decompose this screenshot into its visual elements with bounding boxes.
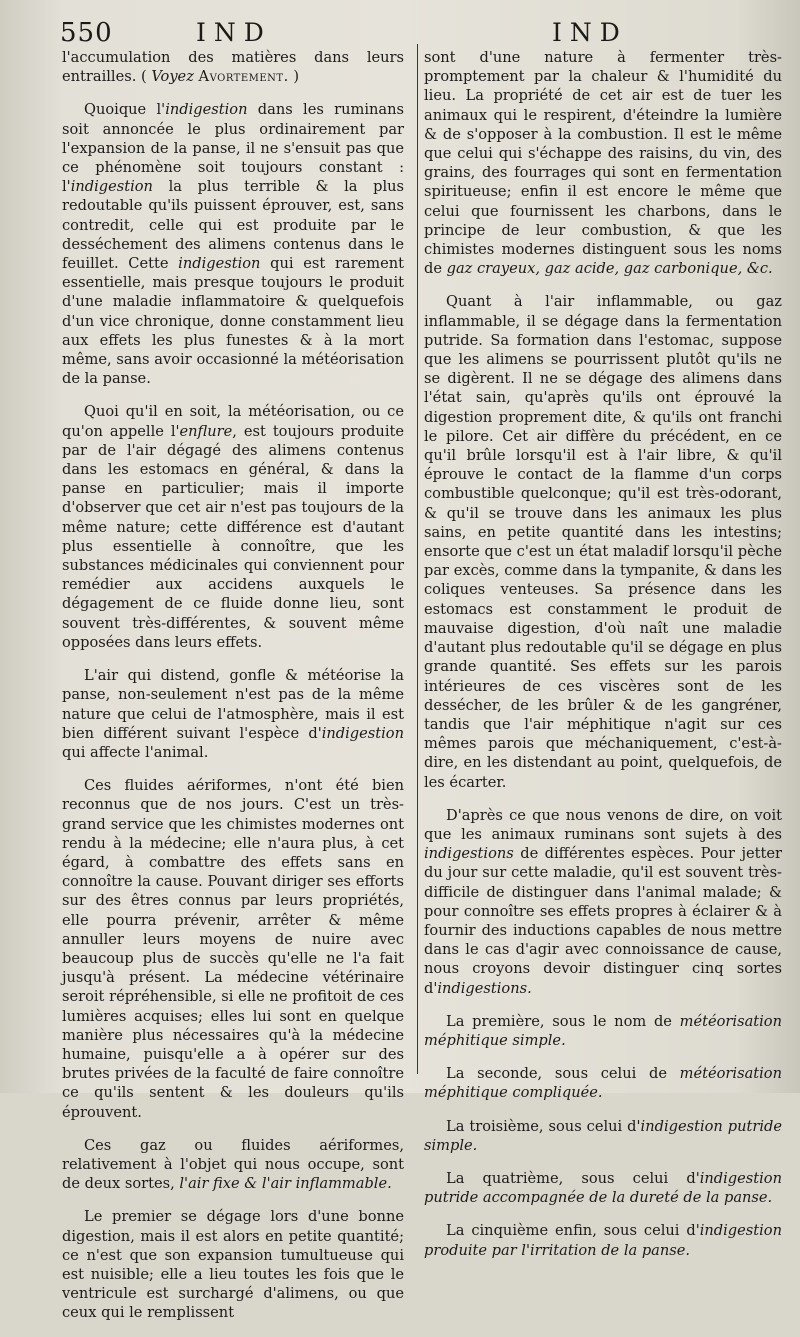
running-title-left: IND <box>196 18 272 47</box>
italic-text: l'air fixe & l'air inflammable. <box>179 1175 392 1193</box>
italic-text: indigestions. <box>437 979 532 997</box>
italic-text: indigestion <box>321 724 404 742</box>
text-run: l'accumulation des matières dans leurs entrailles. ( <box>62 49 404 86</box>
paragraph <box>62 1207 404 1322</box>
italic-text: gaz crayeux, gaz acide, gaz carbonique, &c. <box>446 260 773 278</box>
paragraph <box>424 1064 782 1102</box>
paragraph <box>62 666 404 762</box>
text-run: Quoi qu'il en soit, la météorisation, ou ce qu'on appelle l' <box>62 403 404 440</box>
text-run: Quant à l'air inflammable, ou gaz inflammable, il se dégage dans la fermentation putride. Sa formation dans l'estomac, suppose que les alimens se pourrissent plutôt qu'ils ne se digèrent. Il ne se dégage des alimens dans l'état sain, qu'après qu'ils ont éprouvé la digestion proprement dite, & qu'ils ont franchi le pilore. Cet air diffère du précédent, en ce qu'il brûle lorsqu'il est à l'air libre, & qu'il éprouve le contact de la flamme d'un corps combustible quelconque; qu'il est très-odorant, & qu'il se trouve dans les animaux les plus sains, en petite quantité dans les intestins; ensorte que c'est un état maladif lorsqu'il pèche par excès, comme dans la tympanite, & dans les coliques venteuses. Sa présence dans les estomacs est constamment le produit de mauvaise digestion, d'où naît une maladie d'autant plus redoutable qu'il se dégage en plus grande quantité. Ses effets sur les parois intérieures de ces viscères sont de les dessécher, de les brûler & de les gangréner, tandis que l'air méphitique n'agit sur ces mêmes parois que méchaniquement, c'est-à-dire, en les distendant au point, quelquefois, de les écarter. <box>424 293 782 791</box>
text-run: D'après ce que nous venons de dire, on voit que les animaux ruminans sont sujets à des <box>424 806 782 843</box>
paragraph <box>62 1136 404 1194</box>
text-run: La troisième, sous celui d' <box>446 1117 641 1135</box>
text-run: Quoique l' <box>84 101 166 119</box>
italic-text: Voyez <box>151 68 194 86</box>
text-run: La cinquième enfin, sous celui d' <box>446 1222 700 1240</box>
text-run: L'air qui distend, gonfle & météorise la panse, non-seulement n'est pas de la même nature que celui de l'atmosphère, mais il est bien différent suivant l'espèce d' <box>62 667 404 742</box>
italic-text: indigestion produite par l'irritation de la panse. <box>424 1222 782 1259</box>
italic-text: météorisation méphitique compliquée. <box>424 1065 782 1102</box>
text-run: Avortement. <box>198 68 289 86</box>
paragraph <box>424 806 782 998</box>
italic-text: indigestion <box>70 178 153 196</box>
italic-text: indigestion putride simple. <box>424 1117 782 1154</box>
italic-text: indigestions <box>424 845 514 863</box>
text-run: qui est rarement essentielle, mais presque toujours le produit d'une maladie inflammatoire & quelquefois d'un vice chronique, donne constamment lieu aux effets les plus funestes & à la mort même, sans avoir occasionné la météorisation de la panse. <box>62 255 404 388</box>
paragraph <box>424 1012 782 1050</box>
paragraph <box>62 100 404 388</box>
text-run: Ces gaz ou fluides aériformes, relativement à l'objet qui nous occupe, sont de deux sortes, <box>62 1136 404 1193</box>
text-run: La seconde, sous celui de <box>446 1065 680 1083</box>
paragraph <box>62 48 404 86</box>
paragraph <box>424 48 782 278</box>
left-column <box>62 48 404 1337</box>
paragraph <box>424 1117 782 1155</box>
text-run: sont d'une nature à fermenter très-promptement par la chaleur & l'humidité du lieu. La propriété de cet air est de tuer les animaux qui le respirent, d'éteindre la lumière & de s'opposer à la combustion. Il est le même que celui qui s'échappe des raisins, du vin, des grains, des fourrages qui sont en fermentation spiritueuse; enfin il est encore le même que celui que fournissent les charbons, dans le principe de leur combustion, & que les chimistes modernes distinguent sous les noms de <box>424 49 782 278</box>
page-number: 550 <box>60 18 113 48</box>
paragraph <box>62 776 404 1122</box>
paragraph <box>424 1169 782 1207</box>
running-title-right: IND <box>552 18 628 47</box>
text-run: la plus terrible & la plus redoutable qu'ils puissent éprouver, est, sans contredit, celle qui est produite par le desséchement des alimens contenus dans le feuillet. Cette <box>62 178 404 273</box>
text-run: de différentes espèces. Pour jetter du jour sur cette maladie, qu'il est souvent très-difficile de distinguer dans l'animal malade; & pour connoître ses effets propres à éclairer & à fournir des inductions capables de nous mettre dans le cas d'agir avec connoissance de cause, nous croyons devoir distinguer cinq sortes d' <box>424 845 782 997</box>
italic-text: indigestion putride accompagnée de la dureté de la panse. <box>424 1169 782 1207</box>
italic-text: indigestion <box>165 101 248 119</box>
text-run: Ces fluides aériformes, n'ont été bien reconnus que de nos jours. C'est un très-grand service que les chimistes modernes ont rendu à la médecine; elle n'aura plus, à cet égard, à combattre des effets sans en connoître la cause. Pouvant diriger ses efforts sur des êtres connus par leurs propriétés, elle pourra prévenir, arrêter & même annuller leurs moyens de nuire avec beaucoup plus de succès qu'elle ne l'a fait jusqu'à présent. La médecine vétérinaire seroit répréhensible, si elle ne profitoit de ces lumières acquises; elles lui sont en quelque manière plus nécessaires qu'à la médecine humaine, puisqu'elle a à opérer sur des brutes privées de la faculté de faire connoître ce qu'ils sentent & les douleurs qu'ils éprouvent. <box>62 777 404 1121</box>
paragraph <box>424 1221 782 1259</box>
italic-text: enflure <box>179 422 233 440</box>
right-column <box>424 48 782 1274</box>
text-run: dans les ruminans soit annoncée le plus ordinairement par l'expansion de la panse, il ne s'ensuit pas que ce phénomène soit toujours constant : l' <box>62 101 405 196</box>
italic-text: météorisation méphitique simple. <box>424 1012 782 1049</box>
text-run: La quatrième, sous celui d' <box>446 1169 700 1187</box>
column-divider <box>417 44 418 1074</box>
paragraph <box>62 402 404 652</box>
paragraph <box>424 292 782 791</box>
text-run: qui affecte l'animal. <box>62 743 209 761</box>
running-header <box>0 18 800 48</box>
text-run: , est toujours produite par de l'air dégagé des alimens contenus dans les estomacs en général, & dans la panse en particulier; mais il importe d'observer que cet air n'est pas toujours de la même nature; cette différence est d'autant plus essentielle à connoître, que les substances médicinales qui conviennent pour remédier aux accidens auxquels le dégagement de ce fluide donne lieu, sont souvent très-différentes, & souvent même opposées dans leurs effets. <box>62 422 405 651</box>
text-run: Le premier se dégage lors d'une bonne digestion, mais il est alors en petite quantité; ce n'est que son expansion tumultueuse qui est nuisible; elle a lieu toutes les fois que le ventricule est surchargé d'alimens, ou que ceux qui le remplissent <box>62 1208 404 1322</box>
text-run: La première, sous le nom de <box>446 1012 680 1030</box>
italic-text: indigestion <box>178 255 261 273</box>
text-run: ) <box>288 68 300 86</box>
